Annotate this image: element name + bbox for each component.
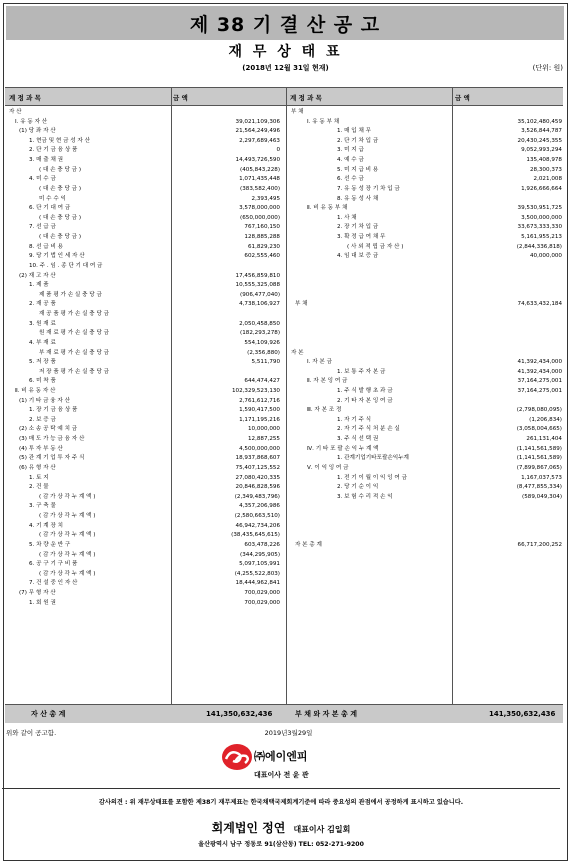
right-row [287,204,566,214]
left-row [5,425,284,435]
account-label: 2. 자 기 주 식 처 분 손 실 [337,426,400,433]
right-row [287,156,566,166]
account-amount: 1,071,435,448 [239,176,280,183]
right-row [287,454,566,464]
account-amount: 1,171,195,216 [239,416,280,423]
account-amount: 700,029,000 [244,590,280,596]
left-row [5,223,284,233]
account-amount: 4,357,206,986 [239,503,280,510]
account-amount: 9,052,993,294 [521,147,562,154]
audit-opinion: 감사의견 : 위 재무상태표를 포함한 제38기 재무제표는 한국채택국제회계기준에 따라 중요성의 관점에서 공정하게 표시하고 있습니다. [98,799,464,806]
left-row [5,291,284,301]
account-amount: (2,580,663,510) [234,513,280,520]
account-amount: 39,021,109,306 [235,118,280,125]
account-label: 2. 장 기 차 입 금 [337,224,379,231]
left-row [5,118,284,128]
left-row [5,589,284,599]
account-amount: (2,798,080,095) [516,407,562,414]
account-label: 1. 매 입 채 무 [337,128,372,135]
balance-sheet-table [5,87,563,722]
left-row [5,377,284,387]
account-label: (3) 매 도 가 능 금 융 자 산 [19,436,85,443]
header-right-account: 계 정 과 목 [290,93,322,102]
account-label: 3. 확 정 급 여 채 무 [337,234,386,241]
account-label: Ⅰ. 유 동 자 산 [15,118,48,125]
account-label: ( 감 가 상 각 누 계 액 ) [39,570,96,577]
account-amount: 2,393,495 [251,195,280,202]
account-label: 1. 보 통 주 자 본 금 [337,368,386,375]
account-label: (4) 투 자 부 동 산 [19,445,63,452]
account-amount: (383,582,400) [240,185,280,192]
account-amount: 46,942,734,206 [235,522,280,529]
account-amount: 261,131,404 [526,436,562,443]
account-label: 5. 미 지 급 비 용 [337,166,379,173]
account-label: 4. 임 대 보 증 금 [337,253,379,260]
left-row [5,435,284,445]
account-label: 1. 현금 및 현 금 성 자 산 [29,137,91,144]
left-row [5,127,284,137]
account-label: 1. 회 원 권 [29,599,56,606]
left-row [5,137,284,147]
total-assets-label: 자 산 총 계 [31,710,66,718]
account-label: ( 대 손 충 당 금 ) [39,234,82,241]
left-row [5,502,284,512]
company-name: ㈜에이엔피 [254,750,308,763]
right-row [287,349,566,359]
account-amount: (8,477,855,334) [516,484,562,491]
left-row [5,464,284,474]
left-row [5,204,284,214]
right-row [287,252,566,262]
account-amount: 14,493,726,590 [235,157,280,164]
account-amount: 135,408,978 [526,157,562,164]
account-label: Ⅲ. 자 본 조 정 [307,407,342,414]
account-amount: 28,300,373 [529,166,562,173]
account-label: Ⅰ. 유 동 부 채 [307,118,340,125]
account-label: 1. 장 기 금 융 상 품 [29,407,78,414]
account-amount: 33,673,333,330 [517,224,562,231]
left-row [5,387,284,397]
audit-firm-line [2,817,560,836]
assets-column [5,108,284,703]
account-label: 4. 예 수 금 [337,157,364,164]
right-row [287,146,566,156]
account-label: Ⅱ. 비 유 동 자 산 [15,387,56,394]
account-amount: 2,021,008 [533,176,562,183]
audit-firm-ceo: 대표이사 김일회 [293,825,351,834]
account-label: 1. 토 지 [29,474,49,481]
account-amount: 1,926,666,664 [521,185,562,192]
audit-section [2,788,560,856]
account-label: 2. 단 기 금 융 상 품 [29,147,78,154]
announcement-note: 위와 같이 공고함. [6,729,57,737]
account-label: 6. 단 기 대 여 금 [29,205,71,212]
account-label: 7. 선 급 금 [29,224,56,231]
account-amount: (650,000,000) [240,214,280,221]
account-amount: 41,392,434,000 [517,359,562,366]
liabilities-equity-column [287,108,566,703]
account-amount: 27,080,420,335 [235,474,280,481]
account-label: Ⅴ. 이 익 잉 여 금 [307,464,349,471]
account-amount: 644,474,427 [244,378,280,385]
company-ceo: 대표이사 전 윤 관 [254,771,309,779]
account-amount: (1,141,561,589) [516,445,562,452]
account-label: ( 감 가 상 각 누 계 액 ) [39,551,96,558]
account-label: Ⅳ. 기 타 포 괄 손 익 누 계 액 [307,445,379,452]
account-amount: 18,444,962,841 [235,580,280,587]
left-row [5,281,284,291]
left-row [5,445,284,455]
left-row [5,146,284,156]
account-label: 부 재 료 평 가 손 실 충 당 금 [39,349,110,356]
account-amount: (38,435,645,615) [231,532,280,539]
account-amount: 18,937,868,607 [235,455,280,462]
left-row [5,272,284,282]
account-amount: 554,109,926 [244,339,280,346]
account-amount: 102,329,523,130 [231,387,280,394]
account-label: 저 장 품 평 가 손 실 충 당 금 [39,368,110,375]
account-amount: 20,846,828,596 [235,484,280,491]
account-amount: 603,478,226 [244,541,280,548]
left-row [5,310,284,320]
account-amount: (3,058,004,665) [516,426,562,433]
account-label: 자 산 [9,109,22,115]
account-label: 제 품 평 가 손 실 충 당 금 [39,291,102,298]
account-label: 7. 유 동 성 장 기 차 입 금 [337,185,400,192]
account-amount: 12,887,255 [247,436,280,443]
total-assets-amount: 141,350,632,436 [206,710,273,718]
account-label: 6. 미 착 품 [29,378,56,385]
left-row [5,579,284,589]
left-row [5,320,284,330]
account-label: 4. 미 수 금 [29,176,56,183]
statement-title: 재 무 상 태 표 [228,44,343,60]
account-label: 부 채 [291,109,304,115]
account-amount: 40,000,000 [529,253,562,260]
right-row [287,185,566,195]
account-label: (1) 당 좌 자 산 [19,128,56,135]
account-label: 원 재 료 평 가 손 실 충 당 금 [39,330,110,337]
right-row [287,175,566,185]
account-amount: (2,356,880) [247,349,280,356]
audit-firm-name: 회계법인 정연 [211,821,286,835]
left-row [5,541,284,551]
right-row [287,387,566,397]
left-row [5,397,284,407]
account-label: ( 대 손 충 당 금 ) [39,214,82,221]
account-label: 미 수 수 익 [39,195,66,202]
left-row [5,358,284,368]
right-row [287,493,566,503]
account-amount: (1,141,561,589) [516,455,562,462]
account-label: 7. 건 설 중 인 자 산 [29,580,78,587]
company-logo-icon [220,742,254,772]
account-amount: (1,206,834) [529,416,562,423]
account-label: 5. 저 장 품 [29,359,56,366]
account-label: 3. 매 출 채 권 [29,157,64,164]
left-row [5,531,284,541]
left-row [5,454,284,464]
left-row [5,300,284,310]
left-row [5,243,284,253]
account-label: 8. 유 동 성 사 채 [337,195,379,202]
account-amount: 2,297,689,463 [239,137,280,144]
left-row [5,349,284,359]
account-amount: 5,161,955,213 [521,234,562,241]
account-label: ( 감 가 상 각 누 계 액 ) [39,493,96,500]
account-amount: 74,633,432,184 [517,301,562,308]
account-label: 2. 단 기 차 입 금 [337,137,379,144]
left-row [5,599,284,609]
account-label: ( 사 외 적 립 금 자 산 ) [347,243,404,250]
right-row [287,406,566,416]
account-amount: 602,555,460 [244,253,280,260]
right-row [287,233,566,243]
total-liab-equity-amount: 141,350,632,436 [489,710,556,718]
left-row [5,108,284,118]
account-amount: 17,456,859,810 [235,272,280,279]
right-row [287,300,566,310]
account-amount: 700,029,000 [244,599,280,606]
account-label: (6) 유 형 자 산 [19,464,56,471]
header-right-amount: 금 액 [455,93,470,102]
right-row [287,166,566,176]
audit-firm-address: 울산광역시 남구 정동로 91(삼산동) TEL: 052-271-9200 [198,841,364,848]
account-label: 1. 관계기업기타포괄손익누계 [337,455,409,462]
account-label: 5. 차 량 운 반 구 [29,541,71,548]
account-amount: 2,761,612,716 [239,397,280,404]
account-label: 자 본 총 계 [295,541,322,548]
account-amount: 75,407,125,552 [235,464,280,471]
account-amount: 39,530,951,725 [517,205,562,212]
account-label: 2. 재 공 품 [29,301,56,308]
account-label: 6. 선 수 금 [337,176,364,183]
left-row [5,570,284,580]
right-row [287,127,566,137]
account-amount: 3,526,844,787 [521,128,562,135]
account-label: ( 감 가 상 각 누 계 액 ) [39,532,96,539]
account-label: 2. 기 타 자 본 잉 여 금 [337,397,393,404]
left-row [5,339,284,349]
account-amount: 10,000,000 [247,426,280,433]
account-label: 9. 당 기 법 인 세 자 산 [29,253,85,260]
account-label: ( 대 손 충 당 금 ) [39,166,82,173]
account-amount: 5,097,105,991 [239,561,280,568]
account-amount: 1,167,037,573 [521,474,562,481]
account-label: Ⅰ. 자 본 금 [307,359,332,366]
left-row [5,166,284,176]
right-row [287,416,566,426]
right-row [287,118,566,128]
account-label: 재 공 품 평 가 손 실 충 당 금 [39,311,110,318]
account-amount: (7,899,867,065) [516,464,562,471]
account-amount: 35,102,480,459 [517,118,562,125]
unit-label: (단위: 원) [532,64,563,72]
account-label: 1. 사 채 [337,214,357,221]
left-row [5,416,284,426]
right-row [287,483,566,493]
account-amount: (4,255,522,803) [234,570,280,577]
account-amount: (405,843,228) [240,166,280,173]
account-label: (7) 무 형 자 산 [19,590,56,596]
left-row [5,156,284,166]
left-row [5,522,284,532]
account-amount: 61,829,230 [247,243,280,250]
right-row [287,108,566,118]
right-row [287,397,566,407]
left-row [5,252,284,262]
account-amount: 128,885,288 [244,234,280,241]
account-amount: 1,590,417,500 [239,407,280,414]
account-label: 3. 구 축 물 [29,503,56,510]
right-row [287,358,566,368]
left-row [5,493,284,503]
account-label: Ⅱ. 자 본 잉 여 금 [307,378,348,385]
left-row [5,195,284,205]
account-amount: 767,160,150 [244,224,280,231]
account-amount: 5,511,790 [251,359,280,366]
table-header [5,88,563,106]
account-label: ( 대 손 충 당 금 ) [39,185,82,192]
right-row [287,377,566,387]
account-label: (2) 소 송 공 탁 예 치 금 [19,426,78,433]
account-amount: 2,050,458,850 [239,320,280,327]
account-amount: 10,555,325,088 [235,282,280,289]
account-label: 6. 공 구 기 구 비 품 [29,561,78,568]
account-label: 10. 주 . 임 . 종 단 기 대 여 금 [29,262,103,269]
account-amount: 0 [276,147,280,154]
announcement-date: 2019년3월29일 [264,729,313,737]
account-label: 3. 원 재 료 [29,320,56,327]
account-amount: (2,844,336,818) [516,243,562,250]
account-amount: 37,164,275,001 [517,387,562,394]
account-amount: 4,738,106,927 [239,301,280,308]
total-liab-equity-label: 부 채 와 자 본 총 계 [295,710,357,718]
right-row [287,223,566,233]
account-label: 1. 제 품 [29,282,49,289]
account-label: 3. 주 식 선 택 권 [337,436,379,443]
account-label: ( 감 가 상 각 누 계 액 ) [39,513,96,520]
account-amount: (344,295,905) [240,551,280,558]
account-label: 8. 선 급 비 용 [29,243,64,250]
left-row [5,551,284,561]
right-row [287,541,566,551]
totals-row [5,704,563,723]
account-label: (2) 재 고 자 산 [19,272,56,279]
account-label: 자 본 [291,349,304,356]
left-row [5,329,284,339]
statement-date: (2018년 12월 31일 현재) [242,64,329,72]
notice-title: 제 38 기 결 산 공 고 [6,6,564,40]
account-amount: 3,500,000,000 [521,214,562,221]
account-amount: 41,392,434,000 [517,368,562,375]
account-label: 2. 보 증 금 [29,416,56,423]
left-row [5,560,284,570]
right-row [287,214,566,224]
account-amount: 4,500,000,000 [239,445,280,452]
left-row [5,512,284,522]
account-label: 3. 보 험 수 리 적 손 익 [337,493,393,500]
left-row [5,406,284,416]
left-row [5,262,284,272]
right-row [287,243,566,253]
left-row [5,175,284,185]
account-label: 2. 건 물 [29,484,49,491]
account-label: (5) 관 계 기 업 투 자 주 식 [19,455,85,462]
account-amount: (182,293,278) [240,330,280,337]
account-label: 부 채 [295,301,308,308]
right-row [287,435,566,445]
right-row [287,464,566,474]
account-label: 2. 당 기 순 이 익 [337,484,379,491]
account-label: 1. 주 식 발 행 초 과 금 [337,387,393,394]
account-amount: (589,049,304) [522,493,562,500]
account-amount: 20,430,245,355 [517,137,562,144]
account-label: Ⅱ. 비 유 동 부 채 [307,205,348,212]
account-label: 4. 기 계 장 치 [29,522,64,529]
left-row [5,233,284,243]
left-row [5,368,284,378]
account-label: 4. 부 재 료 [29,339,56,346]
account-label: 1. 자 기 주 식 [337,416,372,423]
left-row [5,185,284,195]
right-row [287,195,566,205]
left-row [5,474,284,484]
header-left-account: 계 정 과 목 [9,93,41,102]
right-row [287,425,566,435]
account-amount: 66,717,200,252 [517,541,562,548]
account-label: 1. 전 기 이 월 이 익 잉 여 금 [337,474,407,481]
account-label: (1) 기 타 금 융 자 산 [19,397,71,404]
header-left-amount: 금 액 [173,93,188,102]
right-row [287,474,566,484]
account-amount: 37,164,275,001 [517,378,562,385]
left-row [5,483,284,493]
right-row [287,445,566,455]
left-row [5,214,284,224]
account-amount: 21,564,249,496 [235,128,280,135]
right-row [287,137,566,147]
account-amount: (2,349,483,796) [234,493,280,500]
account-amount: 3,578,000,000 [239,205,280,212]
account-amount: (906,477,040) [240,291,280,298]
right-row [287,368,566,378]
account-label: 3. 미 지 급 [337,147,364,154]
